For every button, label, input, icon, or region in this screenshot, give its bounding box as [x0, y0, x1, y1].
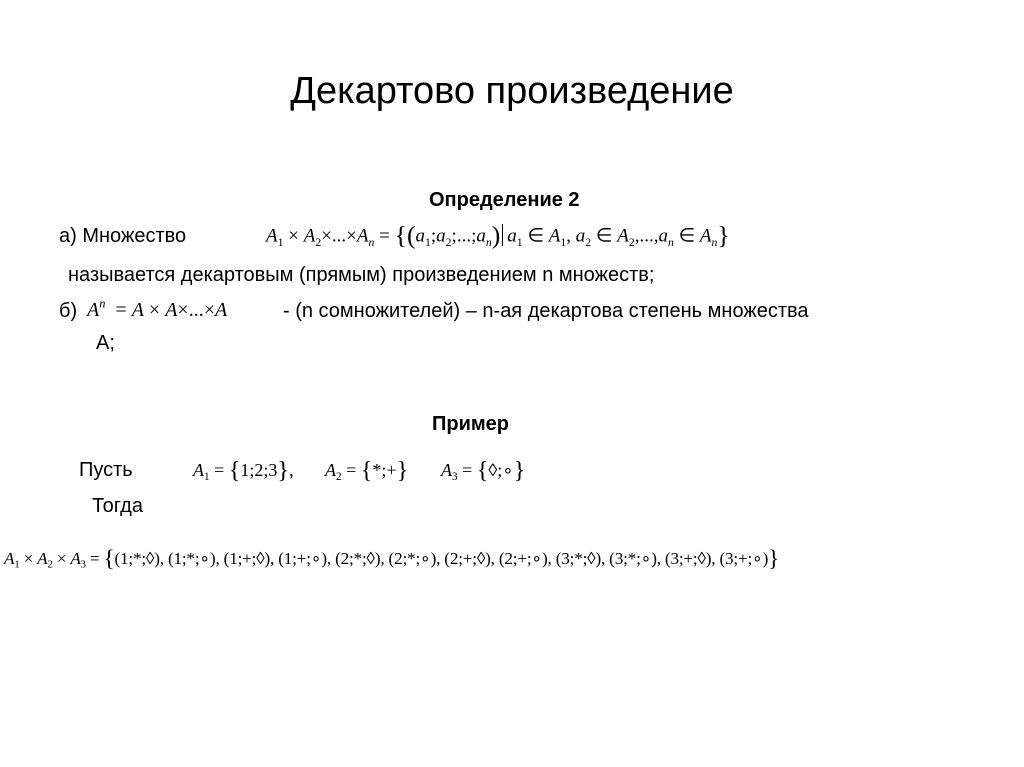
formula-cartesian-power: $A^n = A \times A\times...\times A$	[87, 296, 228, 321]
definition-a-label: а) Множество	[59, 225, 187, 247]
example-let-label: Пусть	[79, 459, 133, 481]
such-that-bar	[502, 224, 503, 246]
example-set-1: $A_1$ = {1;2;3},	[193, 456, 294, 484]
slide-title: Декартово произведение	[290, 70, 734, 112]
definition-b-label: б)	[59, 300, 78, 322]
definition-b-text: - (n сомножителей) – n-ая декартова степень множества	[283, 300, 809, 322]
formula-cartesian-product-definition: $A_1 \times A_2\times...\times A_n$ = {$(a_1;a_2;...;a_n)$ $a_1$ ∈ $A_1$, $a_2$ ∈ $A_2,...,a_n$ ∈ $A_n$}	[266, 220, 730, 250]
example-then-label: Тогда	[92, 495, 143, 517]
definition-a-text: называется декартовым (прямым) произведением n множеств;	[68, 264, 655, 286]
definition-b-text-continued: А;	[96, 332, 115, 354]
example-set-2: $A_2$ = {*;+}	[325, 456, 409, 484]
example-set-3: $A_3$ = {◊;∘}	[441, 456, 526, 484]
example-heading: Пример	[432, 413, 510, 435]
example-product-result: $A_1 \times A_2 \times A_3$ = {(1;*;◊), (1;*;∘), (1;+;◊), (1;+;∘), (2;*;◊), (2;*;∘), (2;+;◊), (2;+;∘), (3;*;◊), (3;*;∘), (3;+;◊), (3;+;∘)}	[4, 545, 780, 572]
definition-heading: Определение 2	[429, 189, 580, 211]
